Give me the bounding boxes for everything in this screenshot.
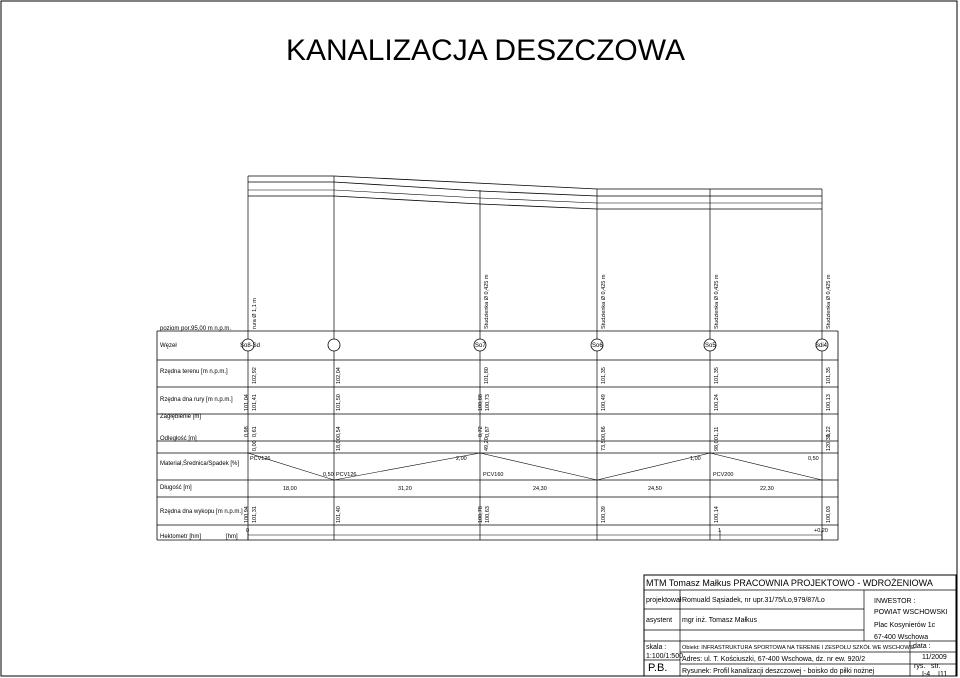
depth-value: 1,11 (714, 426, 720, 437)
depth-value: 0,87 (485, 426, 491, 437)
trench-value: 101,40 (336, 506, 342, 523)
row-label-trench: Rzędna dna wykopu [m n.p.m.] (160, 509, 243, 515)
investor-line-3: 67-400 Wschowa (874, 634, 929, 641)
row-label-node: Węzeł (160, 343, 177, 349)
address: Adres: ul. T. Kościuszki, 67-400 Wschowa, dz. nr ew. 920/2 (682, 656, 866, 663)
node-label: So5 (705, 343, 716, 349)
trench-value: 101,31 (252, 506, 258, 523)
depth-value: 0,72 (478, 426, 484, 437)
date-value: 11/2009 (922, 654, 947, 661)
length-value: 31,20 (398, 486, 412, 492)
material-label: PCV200 (713, 472, 734, 478)
table-grid (157, 331, 838, 540)
node-label: So8-Sd (240, 343, 261, 349)
invert-value: 100,73 (485, 394, 491, 411)
invert-value: 100,24 (714, 394, 720, 411)
drawing-title: Rysunek: Profil kanalizacji deszczowej - boisko do piłki nożnej (682, 668, 875, 675)
designer-label: projektował (646, 597, 682, 604)
invert-value: 100,13 (826, 394, 832, 411)
terrain-value: 102,04 (336, 367, 342, 384)
length-value: 18,00 (283, 486, 297, 492)
depth-value: 0,61 (252, 426, 258, 437)
node-label: So7 (475, 343, 486, 349)
slope-label: 1,00 (690, 456, 701, 462)
trench-value: 100,63 (485, 506, 491, 523)
trench-value: 100,14 (714, 506, 720, 523)
depth-value: 0,86 (601, 426, 607, 437)
designer-value: Romuald Sąsiadek, nr upr.31/75/Lo,979/87/Lo (682, 597, 825, 604)
row-label-hectometer: Hektometr [hm] (160, 534, 202, 540)
hectometer-end: +0,20 (814, 528, 828, 534)
row-label-depth: Zagłębienie [m] (160, 414, 202, 420)
trench-value: 100,39 (601, 506, 607, 523)
investor-label: INWESTOR : (874, 598, 916, 605)
row-label-terrain: Rzędna terenu [m n.p.m.] (160, 369, 228, 375)
row-label-distance: Odległość [m] (160, 436, 197, 442)
length-value: 24,30 (533, 486, 547, 492)
design-stage: P.B. (648, 662, 668, 674)
investor-line-1: POWIAT WSCHOWSKI (874, 609, 948, 616)
slope-label: 0,50 (808, 456, 819, 462)
distance-value: 0,00 (252, 440, 258, 451)
terrain-value: 101,80 (484, 367, 490, 384)
hectometer-mark: 1 (718, 528, 722, 534)
material-label: PCV160 (483, 472, 504, 478)
datum-label: poziom por.95,00 m n.p.m. (160, 326, 232, 332)
distance-value: 18,00 (336, 437, 342, 451)
distance-value: 120,30 (826, 434, 832, 451)
invert-value: 101,04 (244, 394, 250, 411)
station-note: Studzienka Ø 0,425 m (484, 274, 490, 329)
object-name: Obiekt: INFRASTRUKTURA SPORTOWA NA TERENIE I ZESPOŁU SZKÓŁ WE WSCHOWIE (682, 645, 915, 651)
assistant-value: mgr inż. Tomasz Małkus (682, 617, 757, 624)
scale-value: 1:100/1:500 (646, 653, 683, 660)
terrain-value: 101,35 (601, 367, 607, 384)
assistant-label: asystent (646, 617, 673, 624)
station-note: rura Ø 1,1 m (252, 298, 258, 329)
row-label-length: Długość [m] (160, 485, 192, 491)
node-label: So6 (592, 343, 603, 349)
date-label: data : (913, 643, 931, 650)
hectometer-unit: [hm] (226, 534, 238, 540)
terrain-value: 101,35 (714, 367, 720, 384)
title-block (644, 575, 956, 678)
investor-line-2: Plac Kosynierów 1c (874, 622, 936, 629)
sheet-str-value: I11 (938, 671, 948, 678)
distance-value: 98,00 (714, 437, 720, 451)
material-label: PCV126 (336, 472, 357, 478)
invert-value: 100,49 (601, 394, 607, 411)
sheet-rys-value: I-4 (922, 671, 931, 678)
slope-label: 0,50 (323, 472, 334, 478)
hectometer-start: 0 (246, 528, 250, 534)
trench-value: 100,03 (826, 506, 832, 523)
row-label-material: Materiał,Średnica/Spadek [%] (160, 461, 240, 467)
company-name: MTM Tomasz Małkus PRACOWNIA PROJEKTOWO - WDROŻENIOWA (646, 578, 933, 588)
length-value: 22,30 (760, 486, 774, 492)
trench-value: 100,78 (478, 506, 484, 523)
scale-label: skala : (646, 644, 667, 651)
sheet-rys-label: rys. (914, 663, 926, 670)
depth-value: 0,54 (336, 426, 342, 437)
material-label: PCV126 (250, 456, 271, 462)
terrain-value: 102,92 (252, 367, 258, 384)
trench-value: 100,94 (244, 506, 250, 523)
depth-value: 1,22 (826, 426, 832, 437)
page-title: KANALIZACJA DESZCZOWA (286, 34, 685, 67)
distance-value: 49,20 (484, 437, 490, 451)
row-label-invert: Rzędna dna rury [m n.p.m.] (160, 397, 233, 403)
terrain-value: 101,35 (826, 367, 832, 384)
node-label: Sdi4 (815, 343, 828, 349)
station-note: Studzienka Ø 0,425 m (826, 274, 832, 329)
invert-value: 101,41 (252, 394, 258, 411)
length-value: 24,50 (648, 486, 662, 492)
slope-label: 2,00 (456, 456, 467, 462)
invert-value: 101,50 (336, 394, 342, 411)
station-note: Studzienka Ø 0,425 m (601, 274, 607, 329)
invert-value: 100,88 (478, 394, 484, 411)
node-circles (242, 339, 828, 351)
depth-value: 0,98 (244, 426, 250, 437)
sheet-str-label: str. (931, 663, 941, 670)
station-note: Studzienka Ø 0,425 m (714, 274, 720, 329)
distance-value: 73,50 (601, 437, 607, 451)
